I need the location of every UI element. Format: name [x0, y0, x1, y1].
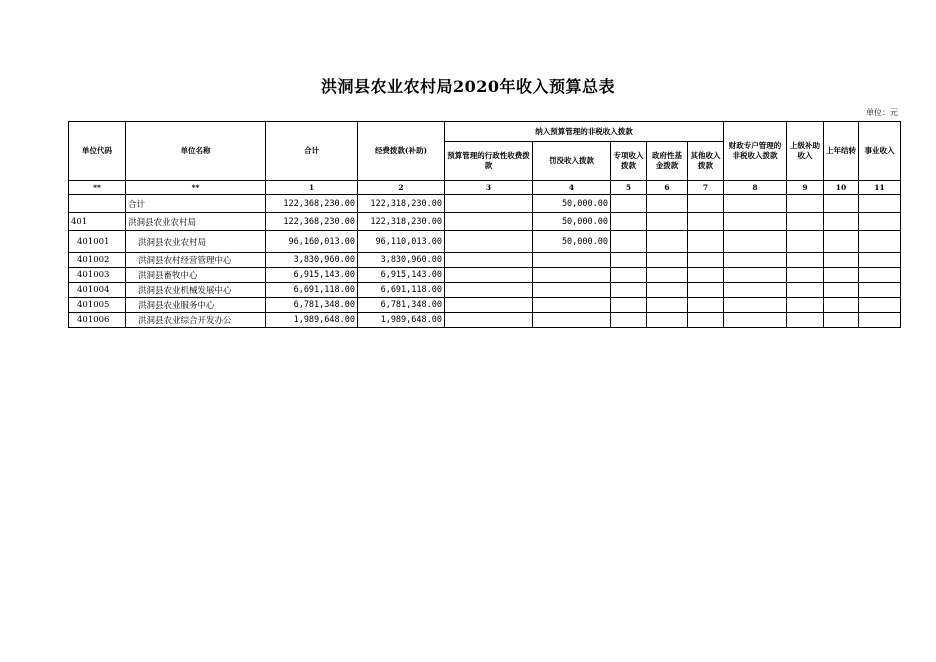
- cell-total: 6,915,143.00: [266, 268, 358, 283]
- cell-fines: [533, 283, 611, 298]
- cell-name: 洪洞县畜牧中心: [126, 268, 266, 283]
- col-number: 8: [724, 181, 787, 195]
- budget-table: [68, 121, 901, 328]
- table-row: [69, 195, 901, 213]
- cell-fines: 50,000.00: [533, 231, 611, 253]
- cell-total: 96,160,013.00: [266, 231, 358, 253]
- header-admin-fee: 预算管理的行政性收费拨款: [445, 142, 533, 181]
- cell-appropriation: 6,691,118.00: [358, 283, 445, 298]
- table-row: [69, 213, 901, 231]
- cell-fines: 50,000.00: [533, 213, 611, 231]
- header-fund: 政府性基金拨款: [647, 142, 688, 181]
- cell-code: 401003: [69, 268, 126, 283]
- col-number: 10: [824, 181, 859, 195]
- cell-name: 洪洞县农业服务中心: [126, 298, 266, 313]
- cell-appropriation: 1,989,648.00: [358, 313, 445, 328]
- cell-total: 1,989,648.00: [266, 313, 358, 328]
- header-business: 事业收入: [859, 122, 901, 181]
- cell-name: 洪洞县农业农村局: [126, 213, 266, 231]
- cell-total: 122,368,230.00: [266, 213, 358, 231]
- table-row: [69, 298, 901, 313]
- cell-fines: 50,000.00: [533, 195, 611, 213]
- column-number-row: [69, 181, 901, 195]
- unit-label: 单位：元: [866, 108, 898, 117]
- header-nontax-group: 纳入预算管理的非税收入拨款: [445, 122, 724, 142]
- cell-code: 401: [69, 213, 126, 231]
- cell-code: 401002: [69, 253, 126, 268]
- cell-appropriation: 6,915,143.00: [358, 268, 445, 283]
- table-row: [69, 231, 901, 253]
- cell-code: 401005: [69, 298, 126, 313]
- header-appropriation: 经费拨款(补助): [358, 122, 445, 181]
- cell-name: 洪洞县农业机械发展中心: [126, 283, 266, 298]
- page-title: 洪洞县农业农村局2020年收入预算总表: [320, 77, 616, 96]
- cell-name: 洪洞县农业农村局: [126, 231, 266, 253]
- cell-total: 6,691,118.00: [266, 283, 358, 298]
- header-code: 单位代码: [69, 122, 126, 181]
- cell-appropriation: 3,830,960.00: [358, 253, 445, 268]
- cell-fines: [533, 253, 611, 268]
- header-name: 单位名称: [126, 122, 266, 181]
- cell-fines: [533, 268, 611, 283]
- header-carryover: 上年结转: [824, 122, 859, 181]
- header-special: 专项收入拨款: [611, 142, 647, 181]
- header-fiscal-special: 财政专户管理的非税收入拨款: [724, 122, 787, 181]
- cell-name: 合计: [126, 195, 266, 213]
- cell-total: 6,781,348.00: [266, 298, 358, 313]
- col-number: 6: [647, 181, 688, 195]
- header-other: 其他收入拨款: [688, 142, 724, 181]
- cell-code: 401004: [69, 283, 126, 298]
- cell-name: 洪洞县农业综合开发办公: [126, 313, 266, 328]
- cell-total: 3,830,960.00: [266, 253, 358, 268]
- col-number: 3: [445, 181, 533, 195]
- cell-appropriation: 6,781,348.00: [358, 298, 445, 313]
- table-row: [69, 268, 901, 283]
- col-number: 4: [533, 181, 611, 195]
- col-number: 1: [266, 181, 358, 195]
- cell-total: 122,368,230.00: [266, 195, 358, 213]
- col-number: **: [69, 181, 126, 195]
- cell-code: 401006: [69, 313, 126, 328]
- col-number: 5: [611, 181, 647, 195]
- cell-name: 洪洞县农村经营管理中心: [126, 253, 266, 268]
- col-number: 9: [787, 181, 824, 195]
- header-total: 合计: [266, 122, 358, 181]
- cell-appropriation: 122,318,230.00: [358, 213, 445, 231]
- col-number: 7: [688, 181, 724, 195]
- cell-appropriation: 122,318,230.00: [358, 195, 445, 213]
- col-number: 2: [358, 181, 445, 195]
- header-fines: 罚没收入拨款: [533, 142, 611, 181]
- cell-appropriation: 96,110,013.00: [358, 231, 445, 253]
- col-number: 11: [859, 181, 901, 195]
- cell-code: [69, 195, 126, 213]
- table-row: [69, 313, 901, 328]
- table-row: [69, 253, 901, 268]
- cell-code: 401001: [69, 231, 126, 253]
- col-number: **: [126, 181, 266, 195]
- table-row: [69, 283, 901, 298]
- cell-fines: [533, 313, 611, 328]
- header-superior: 上级补助收入: [787, 122, 824, 181]
- cell-fines: [533, 298, 611, 313]
